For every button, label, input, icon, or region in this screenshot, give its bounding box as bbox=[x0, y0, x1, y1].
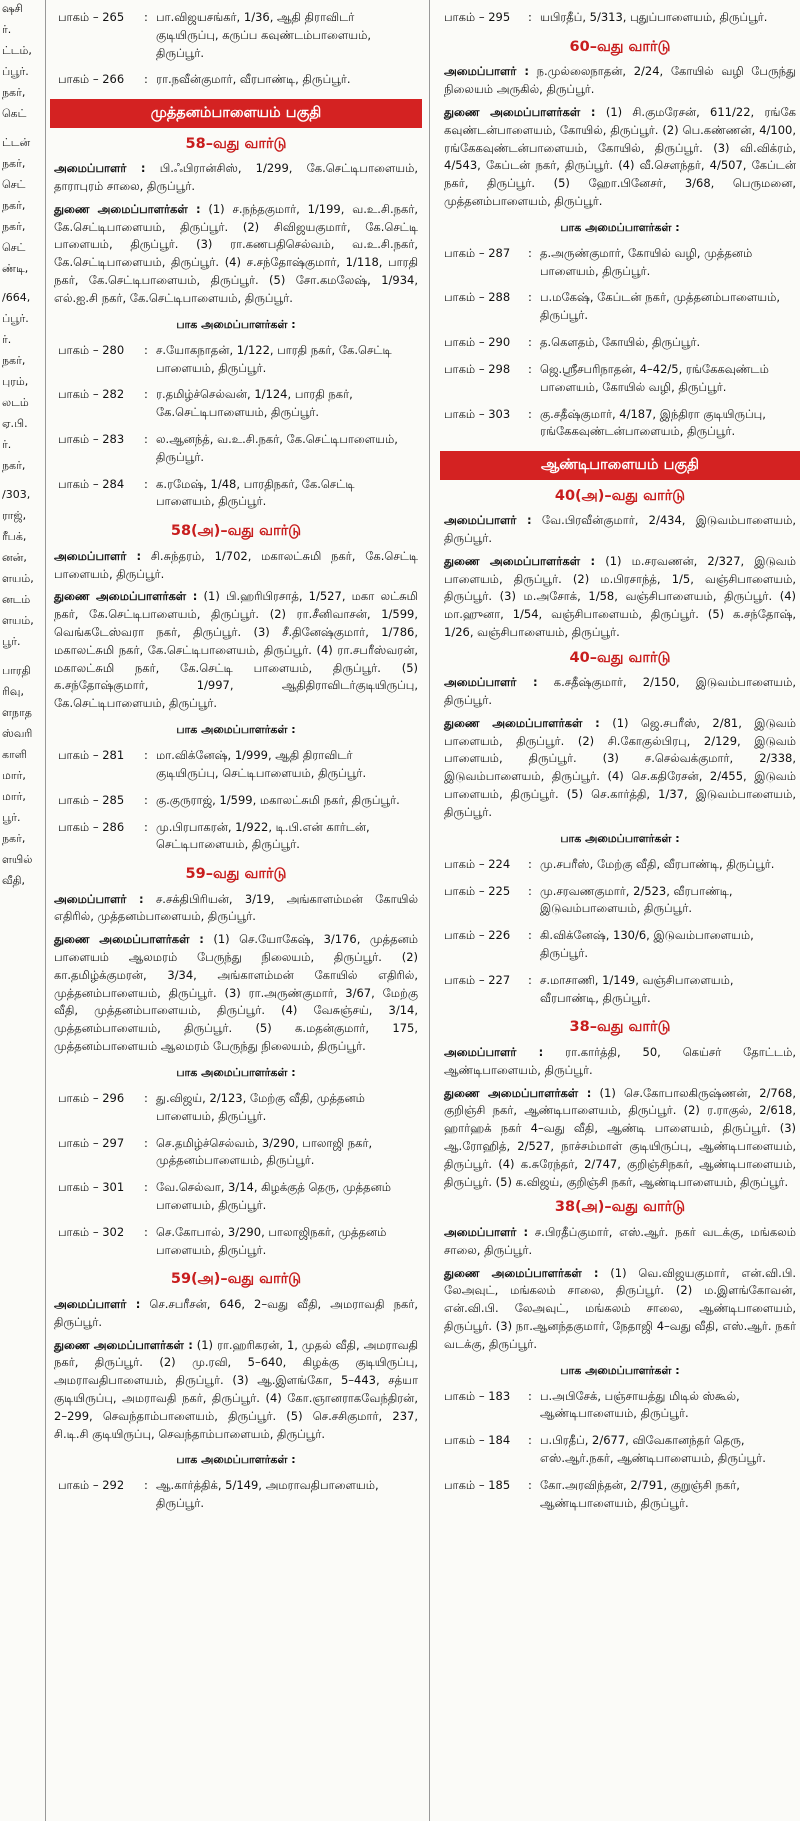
booth-colon: : bbox=[528, 883, 532, 898]
text-fragment: ரிவு, bbox=[2, 685, 24, 698]
booth-row bbox=[50, 819, 422, 855]
ward-organiser bbox=[440, 63, 800, 99]
deputy-text: (1) ரா.ஹரிகரன், 1, முதல் வீதி, அமராவதி நகர், திருப்பூர். (2) மு.ரவி, 5–640, கிழக்கு குடியிருப்பு, அமராவதிபாளையம், திருப்பூர். (3) ஆ.இளங்கோ, 5–443, சத்யா குடியிருப்பு, அமராவதி நகர், திருப்பூர். (4) கோ.ஞானராகவேந்திரன், 2–299, செவந்தாம்பாளையம், திருப்பூர். (5) செ.சசிகுமார், 237, சி.டி.சி குடியிருப்பு, செவந்தாம்பாளையம், திருப்பூர். bbox=[54, 1337, 419, 1441]
booth-number: பாகம் – 286 bbox=[58, 819, 125, 834]
booth-row bbox=[50, 1090, 422, 1126]
booth-name-address: கி.விக்னேஷ், 130/6, இடுவம்பாளையம், திருப்பூர். bbox=[540, 928, 754, 961]
booth-row bbox=[50, 342, 422, 378]
booth-name-address: மு.சரவணகுமார், 2/523, வீரபாண்டி, இடுவம்பாளையம், திருப்பூர். bbox=[540, 883, 733, 916]
organiser-label: அமைப்பாளர் : bbox=[54, 548, 142, 563]
text-fragment: ரீபக், bbox=[2, 530, 27, 543]
ward-deputy-organisers bbox=[440, 553, 800, 642]
booth-colon: : bbox=[144, 387, 148, 402]
text-fragment: ளயில் bbox=[2, 853, 33, 866]
ward-deputy-organisers bbox=[50, 588, 422, 713]
text-fragment: /303, bbox=[2, 488, 31, 501]
deputy-label: துணை அமைப்பாளர்கள் : bbox=[444, 104, 596, 119]
organiser-text: ரா.கார்த்தி, 50, கெய்சர் தோட்டம், ஆண்டிபாளையம், திருப்பூர். bbox=[444, 1044, 796, 1077]
text-fragment: ர். bbox=[2, 438, 12, 451]
deputy-text: (1) ச.நந்தகுமார், 1/199, வ.உ.சி.நகர், கே.செட்டிபாளையம், திருப்பூர். (2) சிவிஜயகுமார், கே.செட்டி பாளையம், திருப்பூர். (3) ரா.கணபதிசெல்வம், வ.உ.சி.நகர், கே.செட்டிபாளையம், திருப்பூர். (4) ச.சந்தோஷ்குமார், 1/118, பாரதி நகர், கே.செட்டிபாளையம், திருப்பூர். (5) சோ.கமலேஷ், 1/934, எல்.ஐ.சி நகர், கே.செட்டிபாளையம், திருப்பூர். bbox=[54, 201, 419, 305]
booth-number: பாகம் – 284 bbox=[58, 476, 125, 491]
booth-number: பாகம் – 301 bbox=[58, 1180, 125, 1195]
booth-number: பாகம் – 302 bbox=[58, 1224, 125, 1239]
text-fragment: ளயம், bbox=[2, 614, 34, 627]
booth-number: பாகம் – 303 bbox=[444, 406, 511, 421]
organiser-text: செ.சபரீசன், 646, 2–வது வீதி, அமராவதி நகர், திருப்பூர். bbox=[54, 1296, 419, 1329]
deputy-label: துணை அமைப்பாளர்கள் : bbox=[444, 1085, 592, 1100]
ward-organiser bbox=[50, 891, 422, 927]
ward-organiser bbox=[50, 1296, 422, 1332]
text-fragment: மார், bbox=[2, 790, 26, 803]
booth-name-address: வே.செல்வா, 3/14, கிழக்குத் தெரு, முத்தனம் பாளையம், திருப்பூர். bbox=[156, 1180, 392, 1213]
organiser-label: அமைப்பாளர் : bbox=[54, 891, 144, 906]
booth-name-address: ஆ.கார்த்திக், 5/149, அமராவதிபாளையம், திருப்பூர். bbox=[156, 1478, 379, 1511]
organiser-label: அமைப்பாளர் : bbox=[444, 1224, 529, 1239]
booth-number: பாகம் – 285 bbox=[58, 792, 125, 807]
booth-colon: : bbox=[144, 819, 148, 834]
ward-title: 58–வது வார்டு bbox=[185, 135, 287, 152]
deputy-text: (1) சி.குமரேசன், 611/22, ரங்கே கவுண்டன்பாளையம், கோயில், திருப்பூர். (2) பெ.கண்ணன், 4/100, ரங்கேகவுண்டன்பாளையம், கோயில், திருப்பூர். (3) வி.விக்ரம், 4/543, கேப்டன் நகர், திருப்பூர். (4) வீ.சௌந்தர், 4/507, கேப்டன் நகர், திருப்பூர். (5) ஹோ.பினேசர், 3/68, பெருமனை, முத்தனம்பாளையம், திருப்பூர். bbox=[444, 104, 796, 208]
booth-name-address: த.கௌதம், கோயில், திருப்பூர். bbox=[540, 335, 701, 350]
booth-name-address: பா.விஜயசங்கர், 1/36, ஆதி திராவிடர் குடியிருப்பு, கருப்ப கவுண்டம்பாளையம், திருப்பூர். bbox=[156, 10, 371, 60]
ward-title: 40(அ)–வது வார்டு bbox=[554, 487, 686, 504]
deputy-text: (1) செ.கோபாலகிருஷ்ணன், 2/768, குறிஞ்சி நகர், ஆண்டிபாளையம், திருப்பூர். (2) ர.ராகுல், 2/618, ஹார்ஹக் நகர் 4–வது வீதி, ஆண்டி பாளையம், திருப்பூர். (3) ஆ.ரோஹித், 2/527, நாச்சம்மாள் குடியிருப்பு, ஆண்டிபாளையம், திருப்பூர். (4) க.சுரேந்தர், 2/747, குறிஞ்சிநகர், ஆண்டிபாளையம், திருப்பூர். (5) க.விஜய், குறிஞ்சி நகர், ஆண்டிபாளையம், திருப்பூர். bbox=[444, 1085, 797, 1189]
ward-deputy-organisers bbox=[440, 1085, 800, 1192]
text-fragment: பாரதி bbox=[2, 664, 31, 677]
booth-name-address: ரா.நவீன்குமார், வீரபாண்டி, திருப்பூர். bbox=[156, 72, 351, 87]
booth-name-address: து.விஜய், 2/123, மேற்கு வீதி, முத்தனம் பாளையம், திருப்பூர். bbox=[156, 1090, 365, 1123]
ward-deputy-organisers bbox=[50, 1337, 422, 1444]
ward-title: 59(அ)–வது வார்டு bbox=[170, 1271, 302, 1288]
booth-number: பாகம் – 295 bbox=[444, 10, 511, 24]
text-fragment: பூர். bbox=[2, 635, 21, 648]
deputy-label: துணை அமைப்பாளர்கள் : bbox=[54, 589, 198, 604]
organiser-text: ச.சக்திபிரியன், 3/19, அங்காளம்மன் கோயில் எதிரில், முத்தனம்பாளையம், திருப்பூர். bbox=[54, 891, 418, 924]
text-fragment: ளயம், bbox=[2, 572, 34, 585]
text-fragment: ப்பூர். bbox=[2, 65, 29, 78]
booth-row bbox=[440, 856, 800, 874]
organiser-text: ந.முல்லைநாதன், 2/24, கோயில் வழி பேருந்து நிலையம் அருகில், திருப்பூர். bbox=[444, 64, 796, 97]
booth-name-address: ப.பிரதீப், 2/677, விவேகானந்தர் தெரு, எஸ்.ஆர்.நகர், ஆண்டிபாளையம், திருப்பூர். bbox=[540, 1433, 766, 1466]
booth-row bbox=[440, 1432, 800, 1468]
booth-row bbox=[440, 1477, 800, 1513]
ward-title: 60–வது வார்டு bbox=[569, 38, 671, 55]
booth-row bbox=[50, 747, 422, 783]
deputy-label: துணை அமைப்பாளர்கள் : bbox=[444, 1265, 599, 1280]
booth-row bbox=[50, 1135, 422, 1171]
text-fragment: ராஜ், bbox=[2, 509, 27, 522]
deputy-label: துணை அமைப்பாளர்கள் : bbox=[54, 201, 201, 216]
right-column bbox=[440, 0, 800, 1821]
text-fragment: நகர், bbox=[2, 220, 26, 233]
booth-number: பாகம் – 287 bbox=[444, 245, 511, 260]
booth-colon: : bbox=[528, 928, 532, 943]
booth-number: பாகம் – 297 bbox=[58, 1135, 125, 1150]
booth-colon: : bbox=[528, 245, 532, 260]
booth-organisers-heading: பாக அமைப்பாளர்கள் : bbox=[560, 1363, 680, 1377]
booth-row bbox=[440, 9, 800, 27]
booth-name-address: க.ரமேஷ், 1/48, பாரதிநகர், கே.செட்டி பாளையம், திருப்பூர். bbox=[156, 476, 355, 509]
booth-name-address: கு.சதீஷ்குமார், 4/187, இந்திரா குடியிருப்பு, ரங்கேகவுண்டன்பாளையம், திருப்பூர். bbox=[540, 406, 766, 439]
ward-organiser bbox=[440, 1044, 800, 1080]
text-fragment: ஏ.பி. bbox=[2, 417, 28, 430]
booth-number: பாகம் – 224 bbox=[444, 856, 511, 871]
text-fragment: வீதி, bbox=[2, 874, 26, 887]
ward-title: 38–வது வார்டு bbox=[569, 1019, 671, 1036]
organiser-label: அமைப்பாளர் : bbox=[444, 1044, 544, 1059]
organiser-text: வே.பிரவீன்குமார், 2/434, இடுவம்பாளையம், திருப்பூர். bbox=[444, 513, 797, 545]
booth-row bbox=[440, 927, 800, 963]
ward-title: 38(அ)–வது வார்டு bbox=[554, 1199, 686, 1216]
booth-organisers-heading: பாக அமைப்பாளர்கள் : bbox=[176, 1453, 296, 1467]
booth-colon: : bbox=[528, 361, 532, 376]
booth-name-address: த.அருண்குமார், கோயில் வழி, முத்தனம் பாளையம், திருப்பூர். bbox=[540, 245, 753, 278]
booth-row bbox=[440, 361, 800, 397]
text-fragment: காளி bbox=[2, 748, 27, 761]
text-fragment: ர். bbox=[2, 333, 12, 346]
deputy-text: (1) செ.யோகேஷ், 3/176, முத்தனம் பாளையம் ஆலமரம் பேருந்து நிலையம், திருப்பூர். (2) கா.தமிழ்க்குமரன், 3/34, அங்காளம்மன் கோயில் எதிரில், முத்தனம்பாளையம், திருப்பூர். (3) ரா.அருண்குமார், 3/67, மேற்கு வீதி, முத்தனம்பாளையம், திருப்பூர். (4) வேசுஞ்சய், 3/14, முத்தனம்பாளையம், திருப்பூர். (5) க.மதன்குமார், 175, முத்தனம்பாளையம் ஆலமரம் பேருந்து நிலையம், திருப்பூர். bbox=[54, 932, 418, 1054]
deputy-label: துணை அமைப்பாளர்கள் : bbox=[444, 715, 600, 730]
text-fragment: ப்பூர். bbox=[2, 312, 29, 325]
text-fragment: ர். bbox=[2, 23, 12, 36]
booth-row bbox=[50, 9, 422, 62]
booth-colon: : bbox=[528, 1477, 532, 1492]
booth-colon: : bbox=[528, 1433, 532, 1448]
booth-organisers-heading: பாக அமைப்பாளர்கள் : bbox=[176, 723, 296, 737]
booth-name-address: யபிரதீப், 5/313, புதுப்பாளையம், திருப்பூர். bbox=[540, 10, 768, 24]
deputy-label: துணை அமைப்பாளர்கள் : bbox=[54, 932, 204, 947]
organiser-label: அமைப்பாளர் : bbox=[444, 675, 538, 690]
booth-row bbox=[50, 476, 422, 512]
booth-name-address: ச.மாசாணி, 1/149, வஞ்சிபாளையம், வீரபாண்டி, திருப்பூர். bbox=[540, 972, 734, 1005]
booth-row bbox=[440, 289, 800, 325]
ward-deputy-organisers bbox=[440, 715, 800, 822]
left-column-fragments bbox=[0, 0, 40, 1821]
booth-colon: : bbox=[528, 335, 532, 350]
booth-colon: : bbox=[144, 10, 148, 24]
booth-organisers-heading: பாக அமைப்பாளர்கள் : bbox=[176, 317, 296, 331]
text-fragment: நகர், bbox=[2, 459, 26, 472]
booth-number: பாகம் – 283 bbox=[58, 431, 125, 446]
deputy-text: (1) பி.ஹரிபிரசாத், 1/527, மகா லட்சுமி நகர், கே.செட்டிபாளையம், திருப்பூர். (2) ரா.சீனிவாசன், 1/599, வெங்கடேஸ்வரா நகர், திருப்பூர். (3) சீ.தினேஷ்குமார், 1/786, மகாலட்சுமி நகர், கே.செட்டிபாளையம், திருப்பூர். (4) ரா.சபரீஸ்வரன், மகாலட்சுமி நகர், கே.செட்டி பாளையம், திருப்பூர். (5) க.சந்தோஷ்குமார், 1/997, ஆதிதிராவிடர்குடியிருப்பு, கே.செட்டிபாளையம், திருப்பூர். bbox=[54, 589, 418, 711]
booth-number: பாகம் – 227 bbox=[444, 972, 511, 987]
booth-number: பாகம் – 296 bbox=[58, 1090, 125, 1105]
booth-colon: : bbox=[528, 290, 532, 305]
booth-row bbox=[50, 792, 422, 810]
organiser-text: சி.சுந்தரம், 1/702, மகாலட்சுமி நகர், கே.செட்டி பாளையம், திருப்பூர். bbox=[54, 548, 419, 581]
text-fragment: ஸ்வரி bbox=[2, 727, 33, 740]
booth-number: பாகம் – 266 bbox=[58, 72, 125, 87]
booth-name-address: கு.குருராஜ், 1/599, மகாலட்சுமி நகர், திருப்பூர். bbox=[156, 792, 400, 807]
booth-colon: : bbox=[528, 1388, 532, 1403]
text-fragment: லடம் bbox=[2, 396, 29, 409]
organiser-text: பி.ஃபிரான்சிஸ், 1/299, கே.செட்டிபாளையம், தாராபுரம் சாலை, திருப்பூர். bbox=[54, 161, 419, 193]
booth-row bbox=[50, 386, 422, 422]
booth-name-address: மு.பிரபாகரன், 1/922, டி.பி.என் கார்டன், செட்டிபாளையம், திருப்பூர். bbox=[156, 819, 370, 852]
text-fragment: செட் bbox=[2, 241, 26, 254]
booth-colon: : bbox=[144, 1180, 148, 1195]
booth-number: பாகம் – 265 bbox=[58, 10, 125, 24]
booth-name-address: ல.ஆனந்த், வ.உ.சி.நகர், கே.செட்டிபாளையம், திருப்பூர். bbox=[156, 431, 398, 464]
booth-organisers-heading: பாக அமைப்பாளர்கள் : bbox=[560, 831, 680, 845]
booth-colon: : bbox=[144, 792, 148, 807]
text-fragment: பூர். bbox=[2, 811, 21, 824]
booth-number: பாகம் – 281 bbox=[58, 748, 125, 763]
ward-deputy-organisers bbox=[50, 201, 422, 308]
ward-title: 58(அ)–வது வார்டு bbox=[170, 523, 302, 540]
booth-colon: : bbox=[144, 1090, 148, 1105]
booth-row bbox=[50, 71, 422, 89]
booth-colon: : bbox=[144, 72, 148, 87]
booth-row bbox=[50, 431, 422, 467]
booth-colon: : bbox=[144, 476, 148, 491]
deputy-text: (1) ம.சரவணன், 2/327, இடுவம் பாளையம், திருப்பூர். (2) ம.பிரசாந்த், 1/5, வஞ்சிபாளையம், திருப்பூர். (3) ம.அசோக், 1/58, வஞ்சிபாளையம், திருப்பூர். (4) மா.ஹுனா, 1/54, வஞ்சிபாளையம், திருப்பூர். (5) க.சந்தோஷ், 1/26, வஞ்சிபாளையம், திருப்பூர். bbox=[444, 553, 796, 639]
booth-name-address: ப.அபிசேக், பஞ்சாயத்து மிடில் ஸ்கூல், ஆண்டிபாளையம், திருப்பூர். bbox=[540, 1388, 740, 1421]
deputy-text: (1) ஜெ.சபரீஸ், 2/81, இடுவம் பாளையம், திருப்பூர். (2) சி.கோகுல்பிரபு, 2/129, இடுவம் பாளையம், திருப்பூர். (3) ச.செல்வக்குமார், 2/338, இடுவம்பாளையம், திருப்பூர். (4) செ.கதிரேசன், 2/455, இடுவம் பாளையம், திருப்பூர். (5) செ.கார்த்தி, 1/37, இடுவம்பாளையம், திருப்பூர். bbox=[444, 715, 796, 819]
booth-name-address: ர.தமிழ்ச்செல்வன், 1/124, பாரதி நகர், கே.செட்டிபாளையம், திருப்பூர். bbox=[156, 387, 353, 420]
booth-colon: : bbox=[144, 748, 148, 763]
booth-number: பாகம் – 288 bbox=[444, 290, 511, 305]
text-fragment: னடம் bbox=[2, 593, 31, 606]
booth-number: பாகம் – 184 bbox=[444, 1433, 511, 1448]
area-banner: முத்தனம்பாளையம் பகுதி bbox=[50, 99, 422, 127]
booth-colon: : bbox=[144, 1135, 148, 1150]
organiser-text: ச.பிரதீப்குமார், எஸ்.ஆர். நகர் வடக்கு, மங்கலம் சாலை, திருப்பூர். bbox=[444, 1224, 796, 1257]
ward-title: 59–வது வார்டு bbox=[185, 866, 287, 883]
deputy-label: துணை அமைப்பாளர்கள் : bbox=[54, 1337, 193, 1352]
text-fragment: புரம், bbox=[2, 375, 29, 388]
text-fragment: ளநாத bbox=[2, 706, 32, 719]
booth-colon: : bbox=[528, 972, 532, 987]
booth-colon: : bbox=[144, 1478, 148, 1493]
booth-colon: : bbox=[144, 1224, 148, 1239]
booth-name-address: ப.மகேஷ், கேப்டன் நகர், முத்தனம்பாளையம், திருப்பூர். bbox=[540, 290, 781, 323]
organiser-label: அமைப்பாளர் : bbox=[54, 161, 146, 176]
area-banner: ஆண்டிபாளையம் பகுதி bbox=[440, 451, 800, 479]
booth-number: பாகம் – 183 bbox=[444, 1388, 511, 1403]
booth-row bbox=[440, 334, 800, 352]
booth-number: பாகம் – 298 bbox=[444, 361, 511, 376]
organiser-label: அமைப்பாளர் : bbox=[444, 513, 532, 528]
booth-organisers-heading: பாக அமைப்பாளர்கள் : bbox=[176, 1065, 296, 1079]
booth-name-address: செ.தமிழ்ச்செல்வம், 3/290, பாலாஜி நகர், முத்தனம்பாளையம், திருப்பூர். bbox=[156, 1135, 373, 1168]
column-rule bbox=[45, 0, 46, 1821]
booth-colon: : bbox=[528, 10, 532, 24]
text-fragment: நகர், bbox=[2, 199, 26, 212]
text-fragment: ட்டன் bbox=[2, 136, 31, 149]
text-fragment: மார், bbox=[2, 769, 26, 782]
booth-organisers-heading: பாக அமைப்பாளர்கள் : bbox=[560, 220, 680, 234]
ward-organiser bbox=[50, 548, 422, 584]
booth-name-address: ச.யோகநாதன், 1/122, பாரதி நகர், கே.செட்டி பாளையம், திருப்பூர். bbox=[156, 342, 392, 375]
column-rule bbox=[429, 0, 430, 1821]
booth-row bbox=[440, 245, 800, 281]
booth-name-address: கோ.அரவிந்தன், 2/791, குறுஞ்சி நகர், ஆண்டிபாளையம், திருப்பூர். bbox=[540, 1477, 740, 1510]
text-fragment: நகர், bbox=[2, 354, 26, 367]
booth-number: பாகம் – 185 bbox=[444, 1477, 511, 1492]
text-fragment: நகர், bbox=[2, 86, 26, 99]
booth-name-address: செ.கோபால், 3/290, பாலாஜிநகர், முத்தனம் பாளையம், திருப்பூர். bbox=[156, 1224, 387, 1257]
text-fragment: /664, bbox=[2, 291, 31, 304]
ward-organiser bbox=[50, 160, 422, 196]
booth-colon: : bbox=[144, 342, 148, 357]
booth-number: பாகம் – 290 bbox=[444, 335, 511, 350]
text-fragment: நகர், bbox=[2, 157, 26, 170]
ward-organiser bbox=[440, 512, 800, 548]
ward-deputy-organisers bbox=[440, 1265, 800, 1354]
booth-row bbox=[440, 406, 800, 442]
booth-row bbox=[50, 1477, 422, 1513]
booth-name-address: மு.சபரீஸ், மேற்கு வீதி, வீரபாண்டி, திருப்பூர். bbox=[540, 856, 775, 871]
booth-colon: : bbox=[528, 856, 532, 871]
ward-title: 40–வது வார்டு bbox=[569, 649, 671, 666]
deputy-text: (1) வெ.விஜயகுமார், என்.வி.பி. லேஅவுட், மங்கலம் சாலை, திருப்பூர். (2) ம.இளங்கோவன், என்.வி.பி. லேஅவுட், மங்கலம் சாலை, ஆண்டிபாளையம், திருப்பூர். (3) நா.ஆனந்தகுமார், நேதாஜி 4–வது வீதி, எஸ்.ஆர். நகர் வடக்கு, திருப்பூர். bbox=[444, 1265, 796, 1351]
booth-row bbox=[440, 972, 800, 1008]
booth-colon: : bbox=[144, 431, 148, 446]
ward-deputy-organisers bbox=[50, 931, 422, 1056]
organiser-label: அமைப்பாளர் : bbox=[444, 64, 529, 79]
text-fragment: கெட் bbox=[2, 107, 27, 120]
ward-organiser bbox=[440, 674, 800, 710]
booth-number: பாகம் – 292 bbox=[58, 1478, 125, 1493]
ward-deputy-organisers bbox=[440, 104, 800, 211]
booth-number: பாகம் – 226 bbox=[444, 928, 511, 943]
booth-name-address: ஜெ.ஸ்ரீசபரிநாதன், 4–42/5, ரங்கேகவுண்டம் பாளையம், கோயில் வழி, திருப்பூர். bbox=[540, 361, 769, 394]
booth-name-address: மா.விக்னேஷ், 1/999, ஆதி திராவிடர் குடியிருப்பு, செட்டிபாளையம், திருப்பூர். bbox=[156, 748, 367, 780]
text-fragment: னன், bbox=[2, 551, 27, 564]
text-fragment: நகர், bbox=[2, 832, 26, 845]
middle-column bbox=[50, 0, 422, 1821]
text-fragment: ண்டி, bbox=[2, 262, 29, 275]
booth-row bbox=[50, 1224, 422, 1260]
booth-number: பாகம் – 280 bbox=[58, 342, 125, 357]
text-fragment: ஷசி bbox=[2, 2, 23, 15]
organiser-text: க.சதீஷ்குமார், 2/150, இடுவம்பாளையம், திருப்பூர். bbox=[444, 675, 797, 708]
booth-colon: : bbox=[528, 406, 532, 421]
text-fragment: ட்டம், bbox=[2, 44, 32, 57]
organiser-label: அமைப்பாளர் : bbox=[54, 1296, 141, 1311]
booth-row bbox=[440, 883, 800, 919]
deputy-label: துணை அமைப்பாளர்கள் : bbox=[444, 553, 596, 568]
booth-number: பாகம் – 282 bbox=[58, 387, 125, 402]
text-fragment: செட் bbox=[2, 178, 26, 191]
booth-number: பாகம் – 225 bbox=[444, 883, 511, 898]
ward-organiser bbox=[440, 1224, 800, 1260]
booth-row bbox=[50, 1179, 422, 1215]
booth-row bbox=[440, 1388, 800, 1424]
